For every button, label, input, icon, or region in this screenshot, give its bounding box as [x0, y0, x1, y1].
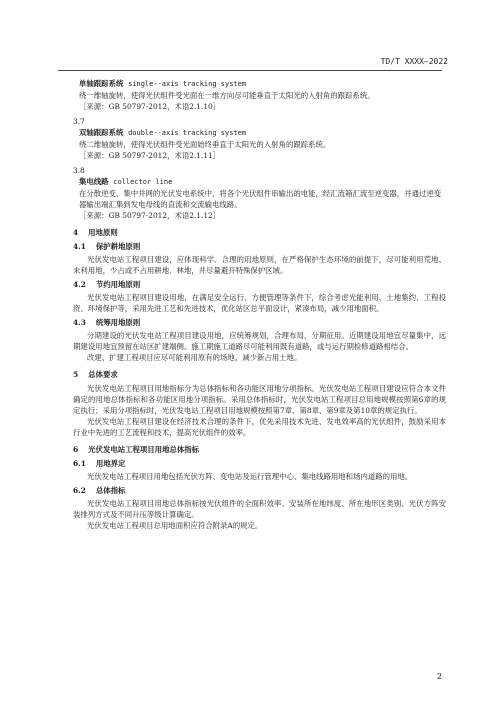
term-desc: 在分散逆变、集中并网的光伏发电系统中，将各个光伏组件串输出的电能，经汇流箱汇流至逆变器，并通过逆变器输出端汇集到发电母线的直流和交流输电线路。	[79, 189, 442, 209]
paragraph: 改建、扩建工程项目应尽可能利用原有的场地，减少新占用土地。	[87, 353, 302, 362]
document-code: TD/T XXXX—2022	[380, 57, 448, 66]
section-heading: 6 光伏发电站工程项目用地总体指标	[73, 445, 200, 454]
term-desc: 绕二维轴旋转，使得光伏组件受光面始终垂直于太阳光的入射角的跟踪系统。	[79, 140, 331, 149]
subsection-heading: 6.1 用地界定	[73, 459, 126, 468]
paragraph: 光伏发电站工程项目建设在经济技术合理的条件下，优先采用技术先进、发电效率高的光伏组件，鼓励采用本行业中先进的工艺流程和技术，提高光伏组件的效率。	[73, 417, 446, 437]
term-source: ［来源：GB 50797-2012，术语2.1.11］	[79, 151, 221, 160]
subsection-heading: 4.2 节约用地原则	[73, 280, 141, 289]
term-entry	[58, 78, 446, 112]
paragraph: 光伏发电站工程项目用地包括光伏方阵、变电站及运行管理中心、集电线路用地和场内道路的用地。	[87, 472, 413, 481]
paragraph: 光伏发电站工程项目用地指标分为总体指标和各功能区用地分项指标。光伏发电站工程项目建设应符合本文件确定的用地总体指标和各功能区用地分项指标。采用总体指标时，光伏发电站工程项目总用地规模按照第6章的规定执行；采用分项指标时，光伏发电站工程项目用地规模按照第7章、第8章、第9章及第10章的规定执行。	[73, 384, 446, 415]
term-source: ［来源：GB 50797-2012，术语2.1.10］	[79, 102, 221, 111]
term-entry	[58, 116, 446, 161]
term-en: single--axis tracking system	[128, 80, 247, 88]
term-zh: 双轴跟踪系统	[79, 128, 124, 137]
page-content	[58, 78, 446, 531]
term-number: 3.7	[73, 117, 85, 126]
page-number: 2	[436, 672, 442, 681]
term-zh: 单轴跟踪系统	[79, 79, 124, 88]
paragraph: 光伏发电站工程项目总用地面积应符合附录A的规定。	[87, 521, 263, 530]
paragraph: 光伏发电站工程项目建设，应体现科学、合理的用地原则，在严格保护生态环境的前提下，尽可能利用荒地、未利用地，少占或不占用耕地、林地，并尽量避开特殊保护区域。	[73, 255, 446, 275]
term-source: ［来源：GB 50797-2012，术语2.1.12］	[79, 211, 221, 220]
header-rule	[58, 70, 442, 71]
section-heading: 4 用地原则	[73, 228, 118, 237]
paragraph: 光伏发电站工程项目建设用地，在满足安全运行、方便管理等条件下，综合考虑光能利用、土地集约、工程投资、环境保护等，采用先进工艺和先进技术，优化站区总平面设计，紧凑布局，减少用地面积。	[73, 293, 446, 313]
term-desc: 绕一维轴旋转，使得光伏组件受光面在一维方向尽可能垂直于太阳光的入射角的跟踪系统。	[79, 91, 375, 100]
paragraph: 光伏发电站工程项目用地总体指标按光伏组件的全面积效率、安装所在地纬度、所在地形区类别、光伏方阵安装排列方式及不同升压等级计算确定。	[73, 499, 446, 519]
subsection-heading: 4.3 统筹用地原则	[73, 318, 141, 327]
subsection-heading: 6.2 总体指标	[73, 486, 126, 495]
term-en: double--axis tracking system	[128, 129, 247, 137]
term-en: collector line	[113, 178, 173, 186]
term-entry	[58, 165, 446, 221]
paragraph: 分期建设的光伏发电站工程项目建设用地，应统筹规划，合理布局，分期征用。近期建设用地宜尽量集中，远期建设用地宜预留在站区扩建端侧。施工期施工道路尽可能利用既有道路，或与运行期检修道路相结合。	[73, 331, 446, 351]
term-number: 3.8	[73, 166, 85, 175]
subsection-heading: 4.1 保护耕地原则	[73, 242, 141, 251]
section-heading: 5 总体要求	[73, 370, 118, 379]
term-zh: 集电线路	[79, 177, 109, 186]
